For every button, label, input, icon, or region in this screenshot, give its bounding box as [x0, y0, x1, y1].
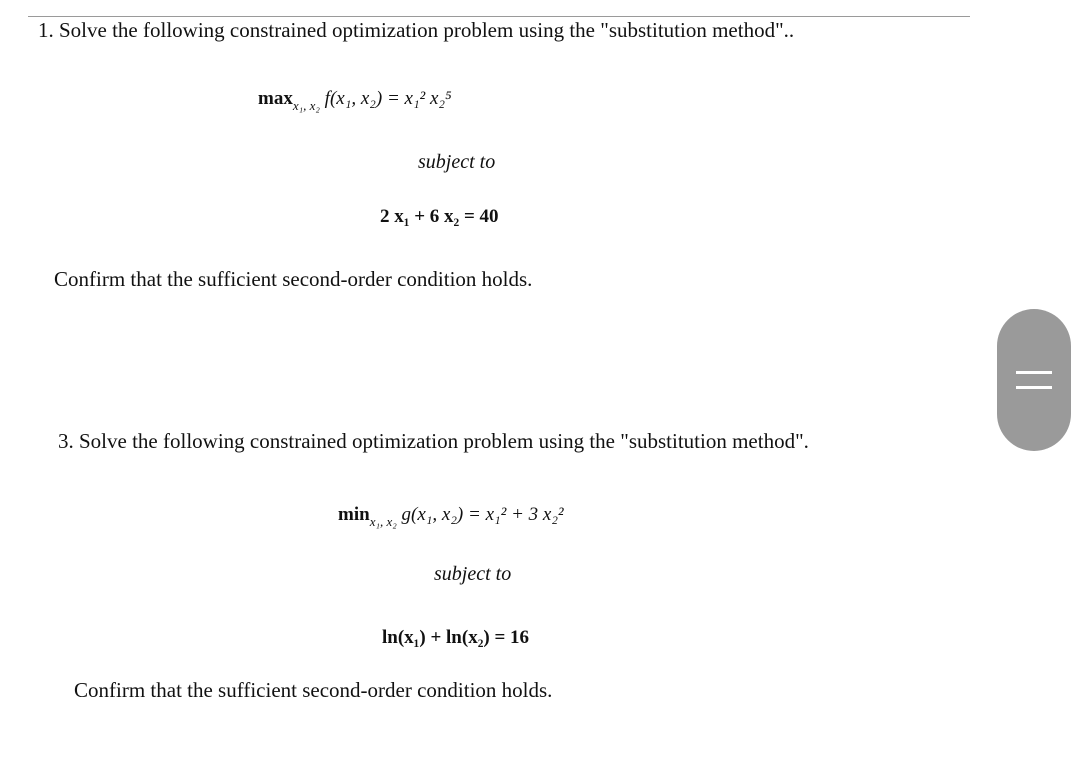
problem-1-constraint: 2 x₁ + 6 x₂ = 40: [380, 206, 499, 227]
problem-1-op-sub: x₁, x₂: [292, 98, 320, 113]
problem-1-lhs: f(x₁, x₂): [324, 88, 383, 109]
problem-3-op-sub: x₁, x₂: [369, 514, 397, 529]
problem-3-op: min: [338, 504, 370, 525]
scroll-handle[interactable]: [997, 309, 1071, 451]
problem-3-objective: [338, 504, 564, 530]
problem-1-confirm: Confirm that the sufficient second-order condition holds.: [54, 267, 533, 291]
problem-1-objective: [258, 88, 452, 114]
problem-3-rhs: = x₁² + 3 x₂²: [468, 504, 564, 525]
problem-3-subject-to: subject to: [434, 563, 512, 585]
problem-1-heading: 1. Solve the following constrained optimization problem using the "substitution method"..: [38, 18, 795, 42]
problem-1-rhs: = x₁² x₂⁵: [386, 88, 452, 109]
problem-3-heading: 3. Solve the following constrained optimization problem using the "substitution method".: [58, 429, 809, 453]
problem-3-constraint: ln(x₁) + ln(x₂) = 16: [382, 627, 530, 648]
problem-1-subject-to: subject to: [418, 151, 496, 173]
problem-3-lhs: g(x₁, x₂): [401, 504, 464, 525]
problem-3-confirm: Confirm that the sufficient second-order condition holds.: [74, 678, 553, 702]
problem-1-op: max: [258, 88, 293, 109]
page-top-divider: [28, 16, 970, 17]
drag-handle-icon: [1016, 371, 1052, 389]
